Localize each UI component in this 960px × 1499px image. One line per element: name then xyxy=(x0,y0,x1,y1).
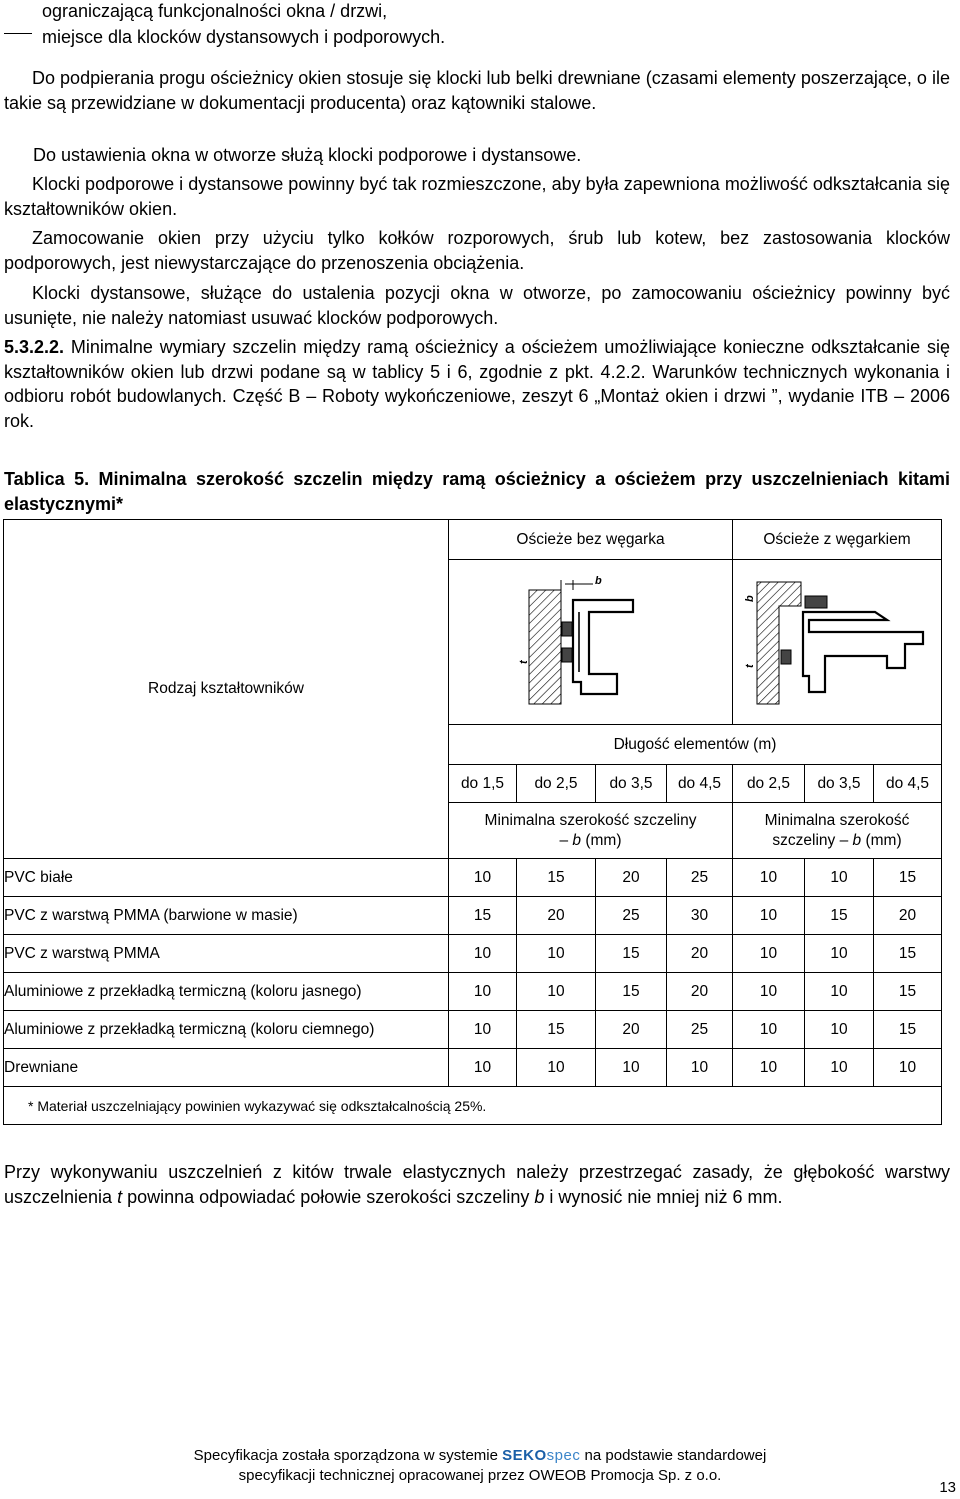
table-row xyxy=(4,1011,942,1049)
table-row xyxy=(4,859,942,897)
cell: 20 xyxy=(517,897,596,935)
paragraph-6 xyxy=(4,335,950,433)
cell: 10 xyxy=(733,935,805,973)
diagram-label-t: t xyxy=(517,660,530,664)
length-cell: do 1,5 xyxy=(449,765,517,803)
b-letter: b xyxy=(852,831,862,849)
min-width-dash: – xyxy=(559,831,573,849)
row-name: Aluminiowe z przekładką termiczną (koloru ciemnego) xyxy=(4,1011,449,1049)
cell: 15 xyxy=(874,1011,942,1049)
row-name: Aluminiowe z przekładką termiczną (koloru jasnego) xyxy=(4,973,449,1011)
table-footnote: * Materiał uszczelniający powinien wykazywać się odkształcalnością 25%. xyxy=(4,1087,942,1125)
diagram-label-t: t xyxy=(744,664,757,668)
col-group-with-rebate: Ościeże z węgarkiem xyxy=(733,520,942,560)
cell: 15 xyxy=(517,1011,596,1049)
frame-section-diagram-no-rebate xyxy=(517,572,661,707)
cell: 10 xyxy=(517,1049,596,1087)
logo-part-seko: SEKO xyxy=(502,1447,547,1464)
bullet-dash xyxy=(4,33,32,34)
paragraph-7-part: powinna odpowiadać połowie szerokości szczeliny xyxy=(127,1186,530,1207)
cell: 20 xyxy=(667,973,733,1011)
cell: 10 xyxy=(733,973,805,1011)
cell: 10 xyxy=(805,935,874,973)
cell: 10 xyxy=(449,935,517,973)
diagram-no-rebate-cell xyxy=(449,560,733,725)
paragraph-3: Klocki podporowe i dystansowe powinny być tak rozmieszczone, aby była zapewniona możliwość odkształcania się kształtowników okien. xyxy=(4,174,950,219)
sealant-block-upper xyxy=(562,622,572,636)
paragraph-2: Do ustawienia okna w otworze służą klocki podporowe i dystansowe. xyxy=(33,145,582,165)
cell: 15 xyxy=(874,973,942,1011)
table-title: Tablica 5. Minimalna szerokość szczelin między ramą ościeżnicy a ościeżem przy uszczelnieniach kitami elastycznymi* xyxy=(4,469,950,514)
cell: 10 xyxy=(667,1049,733,1087)
cell: 30 xyxy=(667,897,733,935)
length-cell: do 2,5 xyxy=(517,765,596,803)
cell: 15 xyxy=(596,935,667,973)
cell: 15 xyxy=(449,897,517,935)
row-name: PVC białe xyxy=(4,859,449,897)
paragraph-7-part: Przy wykonywaniu uszczelnień z kitów trwale elastycznych należy przestrzegać zasady, że głębokość warstwy uszczelnienia xyxy=(4,1162,950,1207)
col-group-no-rebate: Ościeże bez węgarka xyxy=(449,520,733,560)
min-width-header-no-rebate xyxy=(449,803,733,859)
cell: 10 xyxy=(805,1049,874,1087)
diagram-with-rebate-cell xyxy=(733,560,942,725)
paragraph-7 xyxy=(4,1160,950,1209)
cell: 10 xyxy=(733,1011,805,1049)
length-cell: do 2,5 xyxy=(733,765,805,803)
cell: 15 xyxy=(596,973,667,1011)
paragraph-6-text: Minimalne wymiary szczelin między ramą ościeżnicy a ościeżem umożliwiające konieczne odkształcanie się kształtowników okien lub drzwi podane są w tablicy 5 i 6, zgodnie z pkt. 4.2.2. Warunków technicznych wykonania i odbioru robót budowlanych. Część B – Roboty wykończeniowe, zeszyt 6 „Montaż okien i drzwi ”, wydanie ITB – 2006 rok. xyxy=(4,337,950,431)
footer-text: Specyfikacja została sporządzona w systemie xyxy=(193,1447,498,1464)
table-row xyxy=(4,1049,942,1087)
section-number: 5.3.2.2. xyxy=(4,337,65,357)
sealant-block-lower xyxy=(781,650,791,664)
cell: 10 xyxy=(733,897,805,935)
paragraph-4: Zamocowanie okien przy użyciu tylko kołków rozporowych, śrub lub kotew, bez zastosowania klocków podporowych, jest niewystarczające do przenoszenia obciążenia. xyxy=(4,228,950,273)
cell: 20 xyxy=(596,859,667,897)
paragraph-5: Klocki dystansowe, służące do ustalenia pozycji okna w otworze, po zamocowaniu ościeżnicy powinny być usunięte, nie należy natomiast usuwać klocków podporowych. xyxy=(4,283,950,328)
mm-unit: (mm) xyxy=(861,831,902,849)
row-name: PVC z warstwą PMMA (barwione w masie) xyxy=(4,897,449,935)
table-row xyxy=(4,973,942,1011)
row-name: PVC z warstwą PMMA xyxy=(4,935,449,973)
cell: 10 xyxy=(733,859,805,897)
footer-line-1 xyxy=(0,1446,960,1465)
length-header: Długość elementów (m) xyxy=(449,725,942,765)
cell: 10 xyxy=(596,1049,667,1087)
frame-section-diagram-with-rebate xyxy=(737,572,937,707)
sekospec-logo xyxy=(502,1447,580,1464)
diagram-label-b: b xyxy=(594,575,602,587)
sealant-block-lower xyxy=(562,648,572,662)
cell: 15 xyxy=(874,935,942,973)
row-header: Rodzaj kształtowników xyxy=(4,520,449,859)
logo-part-spec: spec xyxy=(546,1447,581,1464)
symbol-b: b xyxy=(534,1186,545,1207)
cell: 15 xyxy=(517,859,596,897)
sealant-block-upper xyxy=(805,596,827,608)
b-letter: b xyxy=(572,831,582,849)
length-cell: do 3,5 xyxy=(596,765,667,803)
diagram-label-b: b xyxy=(744,595,757,602)
page-number: 13 xyxy=(939,1479,956,1496)
cell: 10 xyxy=(805,859,874,897)
paragraph-7-part: i wynosić nie mniej niż 6 mm. xyxy=(549,1186,783,1207)
min-width-label: Minimalna szerokość szczeliny xyxy=(484,811,697,829)
cell: 20 xyxy=(874,897,942,935)
mm-unit: (mm) xyxy=(581,831,622,849)
footer-text: na podstawie standardowej xyxy=(584,1447,767,1464)
footer-line-2: specyfikacji technicznej opracowanej przez OWEOB Promocja Sp. z o.o. xyxy=(238,1467,722,1484)
table-row xyxy=(4,935,942,973)
cell: 10 xyxy=(449,973,517,1011)
symbol-t: t xyxy=(117,1186,123,1207)
min-width-label: Minimalna szerokość xyxy=(764,811,910,829)
cell: 15 xyxy=(805,897,874,935)
text-line-top: ograniczającą funkcjonalności okna / drzwi, xyxy=(42,1,388,21)
length-cell: do 3,5 xyxy=(805,765,874,803)
cell: 20 xyxy=(667,935,733,973)
paragraph-1: Do podpierania progu ościeżnicy okien stosuje się klocki lub belki drewniane (czasami elementy poszerzające, o ile takie są przewidziane w dokumentacji producenta) oraz kątowniki stalowe. xyxy=(4,68,950,113)
min-width-dash: szczeliny – xyxy=(772,831,853,849)
cell: 10 xyxy=(449,1011,517,1049)
cell: 10 xyxy=(874,1049,942,1087)
table-5 xyxy=(3,519,942,1125)
cell: 15 xyxy=(874,859,942,897)
row-name: Drewniane xyxy=(4,1049,449,1087)
cell: 10 xyxy=(805,1011,874,1049)
table-row xyxy=(4,897,942,935)
bullet-item: miejsce dla klocków dystansowych i podporowych. xyxy=(42,27,446,47)
cell: 10 xyxy=(733,1049,805,1087)
min-width-header-with-rebate xyxy=(733,803,942,859)
length-cell: do 4,5 xyxy=(667,765,733,803)
cell: 10 xyxy=(517,935,596,973)
cell: 20 xyxy=(596,1011,667,1049)
cell: 10 xyxy=(517,973,596,1011)
cell: 10 xyxy=(449,859,517,897)
cell: 25 xyxy=(667,1011,733,1049)
length-cell: do 4,5 xyxy=(874,765,942,803)
cell: 25 xyxy=(667,859,733,897)
cell: 10 xyxy=(805,973,874,1011)
cell: 25 xyxy=(596,897,667,935)
cell: 10 xyxy=(449,1049,517,1087)
